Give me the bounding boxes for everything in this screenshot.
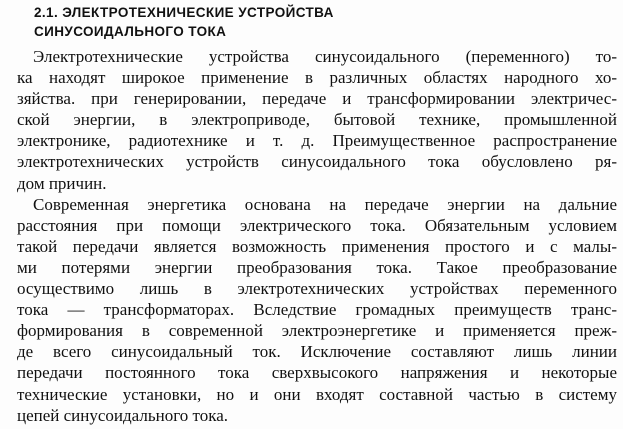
text-line: цепей синусоидального тока. xyxy=(17,405,228,425)
text-line: электронике, радиотехнике и т. д. Преимущественное распространение xyxy=(17,131,617,151)
heading-line: СИНУСОИДАЛЬНОГО ТОКА xyxy=(34,24,227,39)
text-line: осуществимо лишь в электротехнических устройствах переменного xyxy=(17,279,617,299)
text-line: де всего синусоидальный ток. Исключение составляют лишь линии xyxy=(17,342,617,362)
text-line: расстояния при помощи электрического тока. Обязательным условием xyxy=(17,215,617,235)
paragraph xyxy=(17,194,617,426)
text-line: ка находят широкое применение в различных областях народного хо- xyxy=(17,68,617,88)
text-line: электротехнических устройств синусоидального тока обусловлено ря- xyxy=(17,152,617,172)
text-line: технические установки, но и они входят составной частью в систему xyxy=(17,384,617,404)
text-line: ской энергии, в электроприводе, бытовой технике, промышленной xyxy=(17,110,617,130)
paragraph xyxy=(17,46,617,194)
heading-line: 2.1. ЭЛЕКТРОТЕХНИЧЕСКИЕ УСТРОЙСТВА xyxy=(34,5,334,20)
text-line: зяйства. при генерировании, передаче и трансформировании электричес- xyxy=(17,89,617,109)
text-line: передачи постоянного тока сверхвысокого напряжения и некоторые xyxy=(17,363,617,383)
text-line: формирования в современной электроэнергетике и применяется преж- xyxy=(17,321,617,341)
text-line: тока — трансформаторах. Вследствие громадных преимуществ транс- xyxy=(17,300,617,320)
text-line: Современная энергетика основана на передаче энергии на дальние xyxy=(33,194,617,214)
text-line: такой передачи является возможность применения простого и с малы- xyxy=(17,236,617,256)
text-line: ми потерями энергии преобразования тока. Такое преобразование xyxy=(17,257,617,277)
section-heading xyxy=(34,3,594,41)
text-line: Электротехнические устройства синусоидального (переменного) то- xyxy=(33,47,617,66)
body-text xyxy=(17,46,617,426)
text-line: дом причин. xyxy=(17,173,107,193)
